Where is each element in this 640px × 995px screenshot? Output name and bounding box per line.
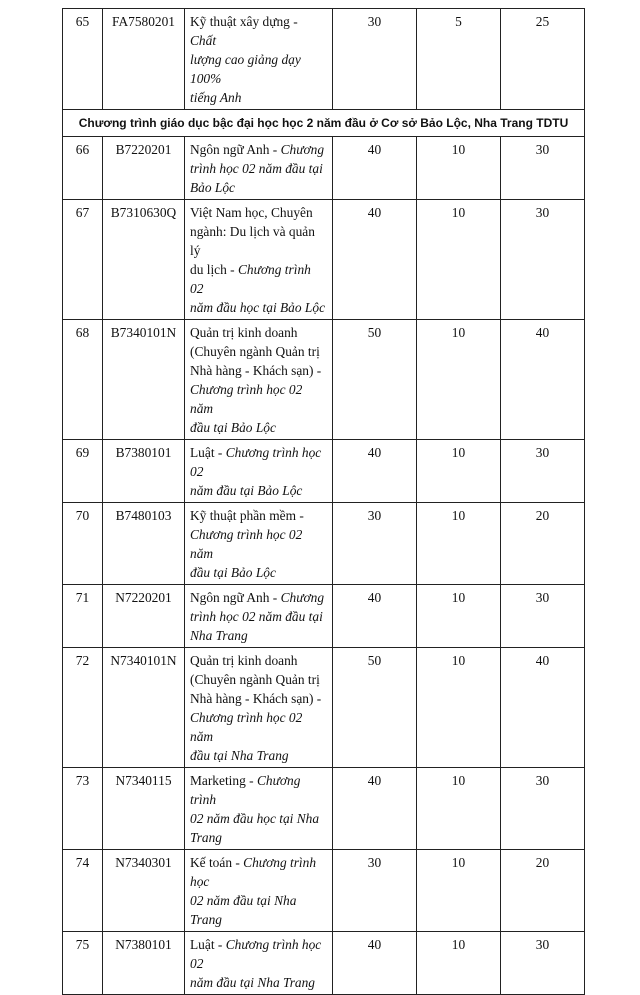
program-name-line — [190, 771, 327, 809]
program-name-line — [190, 12, 327, 50]
program-name-line — [190, 828, 327, 847]
row-number: 72 — [63, 648, 103, 768]
program-code: B7480103 — [103, 503, 185, 585]
program-name-line — [190, 853, 327, 891]
program-name-line — [190, 809, 327, 828]
program-name-italic-text: 02 năm đầu học tại Nha — [190, 811, 320, 826]
row-number: 69 — [63, 440, 103, 503]
program-name-line — [190, 891, 327, 929]
quota-method-b: 30 — [501, 768, 585, 850]
program-code: B7220201 — [103, 137, 185, 200]
quota-method-b: 40 — [501, 320, 585, 440]
program-name-line — [190, 380, 327, 418]
program-name-italic-text: trình học 02 năm đầu tại — [190, 161, 323, 176]
program-name-italic-text: Chất — [190, 33, 217, 48]
total-quota: 40 — [333, 200, 417, 320]
program-name — [185, 768, 333, 850]
program-name-line — [190, 506, 327, 525]
table-body — [63, 9, 585, 995]
program-code: B7310630Q — [103, 200, 185, 320]
program-name-italic-text: Bảo Lộc — [190, 180, 236, 195]
program-code: N7340301 — [103, 850, 185, 932]
total-quota: 40 — [333, 137, 417, 200]
program-name-text: Ngôn ngữ Anh - — [190, 590, 281, 605]
total-quota: 40 — [333, 585, 417, 648]
quota-method-a: 10 — [417, 768, 501, 850]
table-row — [63, 850, 585, 932]
section-header-row — [63, 110, 585, 137]
program-name-italic-text: Trang — [190, 830, 223, 845]
program-name-italic-text: năm đầu tại Nha Trang — [190, 975, 316, 990]
total-quota: 30 — [333, 850, 417, 932]
program-name-text: (Chuyên ngành Quản trị — [190, 672, 320, 687]
total-quota: 50 — [333, 320, 417, 440]
program-name-text: du lịch - — [190, 262, 238, 277]
program-name — [185, 648, 333, 768]
program-name-italic-text: đầu tại Bảo Lộc — [190, 565, 276, 580]
table-row — [63, 932, 585, 995]
program-name-line — [190, 203, 327, 222]
program-name-italic-text: Chương trình học 02 — [190, 445, 322, 479]
admission-quota-table — [62, 8, 585, 995]
row-number: 74 — [63, 850, 103, 932]
program-name-italic-text: trình học 02 năm đầu tại — [190, 609, 323, 624]
program-name-text: Marketing - — [190, 773, 257, 788]
program-name-italic-text: 02 năm đầu tại Nha Trang — [190, 893, 297, 927]
program-name — [185, 200, 333, 320]
quota-method-a: 10 — [417, 648, 501, 768]
quota-method-a: 10 — [417, 932, 501, 995]
table-row — [63, 503, 585, 585]
row-number: 71 — [63, 585, 103, 648]
quota-method-b: 30 — [501, 440, 585, 503]
program-name-italic-text: Chương trình 02 — [190, 262, 311, 296]
program-name-text: Kỹ thuật phần mềm - — [190, 508, 304, 523]
quota-method-a: 10 — [417, 585, 501, 648]
program-name-line — [190, 626, 327, 645]
program-name-text: Kế toán - — [190, 855, 244, 870]
quota-method-b: 30 — [501, 585, 585, 648]
program-code: B7380101 — [103, 440, 185, 503]
program-name-text: Luật - — [190, 937, 226, 952]
program-name-line — [190, 935, 327, 973]
table-row — [63, 648, 585, 768]
quota-method-b: 20 — [501, 503, 585, 585]
quota-method-a: 10 — [417, 503, 501, 585]
program-code: FA7580201 — [103, 9, 185, 110]
program-name-text: Quản trị kinh doanh — [190, 325, 298, 340]
total-quota: 30 — [333, 503, 417, 585]
program-name-line — [190, 443, 327, 481]
program-name-italic-text: Chương — [280, 590, 325, 605]
program-name-line — [190, 588, 327, 607]
row-number: 68 — [63, 320, 103, 440]
program-name — [185, 320, 333, 440]
row-number: 75 — [63, 932, 103, 995]
quota-method-b: 30 — [501, 932, 585, 995]
program-name-text: (Chuyên ngành Quản trị — [190, 344, 320, 359]
program-name — [185, 440, 333, 503]
program-name-italic-text: tiếng Anh — [190, 90, 242, 105]
program-name-line — [190, 178, 327, 197]
program-name-text: Nhà hàng - Khách sạn) - — [190, 363, 322, 378]
program-name-line — [190, 50, 327, 88]
program-name — [185, 503, 333, 585]
program-name-italic-text: năm đầu học tại Bảo Lộc — [190, 300, 326, 315]
program-name-line — [190, 342, 327, 361]
table-row — [63, 768, 585, 850]
program-name-italic-text: đầu tại Bảo Lộc — [190, 420, 276, 435]
row-number: 73 — [63, 768, 103, 850]
program-name-line — [190, 746, 327, 765]
program-code: N7340101N — [103, 648, 185, 768]
table-row — [63, 440, 585, 503]
quota-method-b: 20 — [501, 850, 585, 932]
program-name-line — [190, 481, 327, 500]
program-name-line — [190, 88, 327, 107]
program-name-italic-text: Chương — [280, 142, 325, 157]
program-name-line — [190, 651, 327, 670]
program-name — [185, 932, 333, 995]
program-name-line — [190, 361, 327, 380]
row-number: 66 — [63, 137, 103, 200]
program-name-line — [190, 298, 327, 317]
table-row — [63, 9, 585, 110]
program-name-italic-text: Chương trình học 02 — [190, 937, 322, 971]
total-quota: 40 — [333, 768, 417, 850]
total-quota: 30 — [333, 9, 417, 110]
program-name-line — [190, 670, 327, 689]
program-name-text: Ngôn ngữ Anh - — [190, 142, 281, 157]
quota-method-b: 30 — [501, 200, 585, 320]
program-name-text: Việt Nam học, Chuyên — [190, 205, 313, 220]
program-name-italic-text: lượng cao giảng dạy 100% — [190, 52, 301, 86]
program-name-text: Nhà hàng - Khách sạn) - — [190, 691, 322, 706]
program-name-line — [190, 525, 327, 563]
program-name-italic-text: Chương trình — [190, 773, 301, 807]
total-quota: 40 — [333, 932, 417, 995]
total-quota: 40 — [333, 440, 417, 503]
program-name-line — [190, 708, 327, 746]
quota-method-a: 10 — [417, 320, 501, 440]
quota-method-a: 5 — [417, 9, 501, 110]
row-number: 70 — [63, 503, 103, 585]
quota-method-a: 10 — [417, 200, 501, 320]
total-quota: 50 — [333, 648, 417, 768]
program-name-text: Kỹ thuật xây dựng - — [190, 14, 298, 29]
program-name-italic-text: đầu tại Nha Trang — [190, 748, 289, 763]
program-name-line — [190, 563, 327, 582]
program-name-line — [190, 222, 327, 260]
quota-method-b: 30 — [501, 137, 585, 200]
program-name — [185, 9, 333, 110]
program-name-line — [190, 973, 327, 992]
section-title: Chương trình giáo dục bậc đại học học 2 năm đầu ở Cơ sở Bảo Lộc, Nha Trang TDTU — [63, 110, 585, 137]
program-name-italic-text: Nha Trang — [190, 628, 248, 643]
admission-quota-table-page — [62, 8, 584, 995]
program-name-italic-text: Chương trình học 02 năm — [190, 710, 303, 744]
row-number: 67 — [63, 200, 103, 320]
program-name-text: Luật - — [190, 445, 226, 460]
quota-method-a: 10 — [417, 850, 501, 932]
program-name-italic-text: Chương trình học 02 năm — [190, 382, 303, 416]
program-name-line — [190, 159, 327, 178]
quota-method-a: 10 — [417, 440, 501, 503]
program-name-line — [190, 323, 327, 342]
program-name-line — [190, 260, 327, 298]
program-code: B7340101N — [103, 320, 185, 440]
program-name-italic-text: Chương trình học — [190, 855, 317, 889]
program-code: N7380101 — [103, 932, 185, 995]
table-row — [63, 200, 585, 320]
table-row — [63, 137, 585, 200]
quota-method-b: 40 — [501, 648, 585, 768]
row-number: 65 — [63, 9, 103, 110]
program-name-line — [190, 689, 327, 708]
program-name-italic-text: năm đầu tại Bảo Lộc — [190, 483, 303, 498]
program-name — [185, 137, 333, 200]
program-name-line — [190, 418, 327, 437]
program-name — [185, 585, 333, 648]
program-name-line — [190, 140, 327, 159]
program-name-italic-text: Chương trình học 02 năm — [190, 527, 303, 561]
quota-method-b: 25 — [501, 9, 585, 110]
program-code: N7340115 — [103, 768, 185, 850]
quota-method-a: 10 — [417, 137, 501, 200]
table-row — [63, 585, 585, 648]
program-name-text: Quản trị kinh doanh — [190, 653, 298, 668]
program-code: N7220201 — [103, 585, 185, 648]
program-name — [185, 850, 333, 932]
table-row — [63, 320, 585, 440]
program-name-line — [190, 607, 327, 626]
program-name-text: ngành: Du lịch và quản lý — [190, 224, 315, 258]
